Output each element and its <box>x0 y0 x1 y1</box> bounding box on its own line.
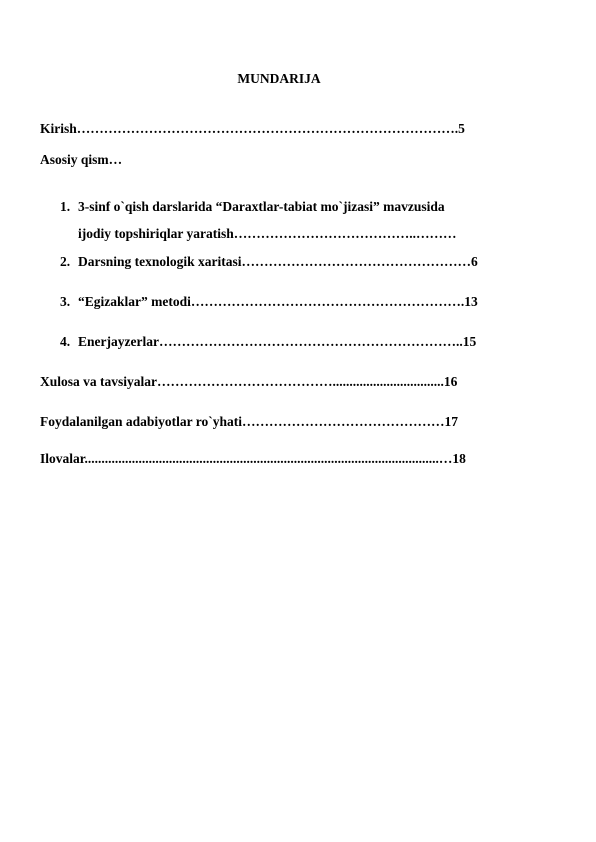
toc-entry-foydalanilgan-adabiyotlar: Foydalanilgan adabiyotlar ro`yhati………………………………………17 <box>40 414 459 429</box>
toc-entry-item-4 <box>60 334 476 350</box>
toc-item-text: Darsning texnologik xaritasi……………………………………………6 <box>78 254 478 269</box>
toc-entry-item-1 <box>60 199 445 215</box>
toc-entry-item-1-continuation: ijodiy topshiriqlar yaratish…………………………………..……… <box>78 226 457 241</box>
toc-item-number: 2. <box>60 254 71 269</box>
toc-entry-asosiy-qism: Asosiy qism… <box>40 152 123 167</box>
toc-entry-kirish: Kirish………………………………………………………………………….5 <box>40 121 465 136</box>
toc-entry-xulosa: Xulosa va tavsiyalar………………………………….................................16 <box>40 374 458 389</box>
toc-entry-item-3 <box>60 294 478 310</box>
toc-item-text: “Egizaklar” metodi…………………………………………………….13 <box>78 294 478 309</box>
toc-item-number: 1. <box>60 199 71 214</box>
toc-entry-item-2 <box>60 254 478 270</box>
toc-entry-ilovalar: Ilovalar.........................................................................................................…18 <box>40 451 466 466</box>
toc-item-number: 3. <box>60 294 71 309</box>
toc-item-text: Enerjayzerlar…………………………………………………………..15 <box>78 334 477 349</box>
toc-item-text: 3-sinf o`qish darslarida “Daraxtlar-tabiat mo`jizasi” mavzusida <box>78 199 445 214</box>
page-title: MUNDARIJA <box>237 71 321 86</box>
toc-item-number: 4. <box>60 334 71 349</box>
